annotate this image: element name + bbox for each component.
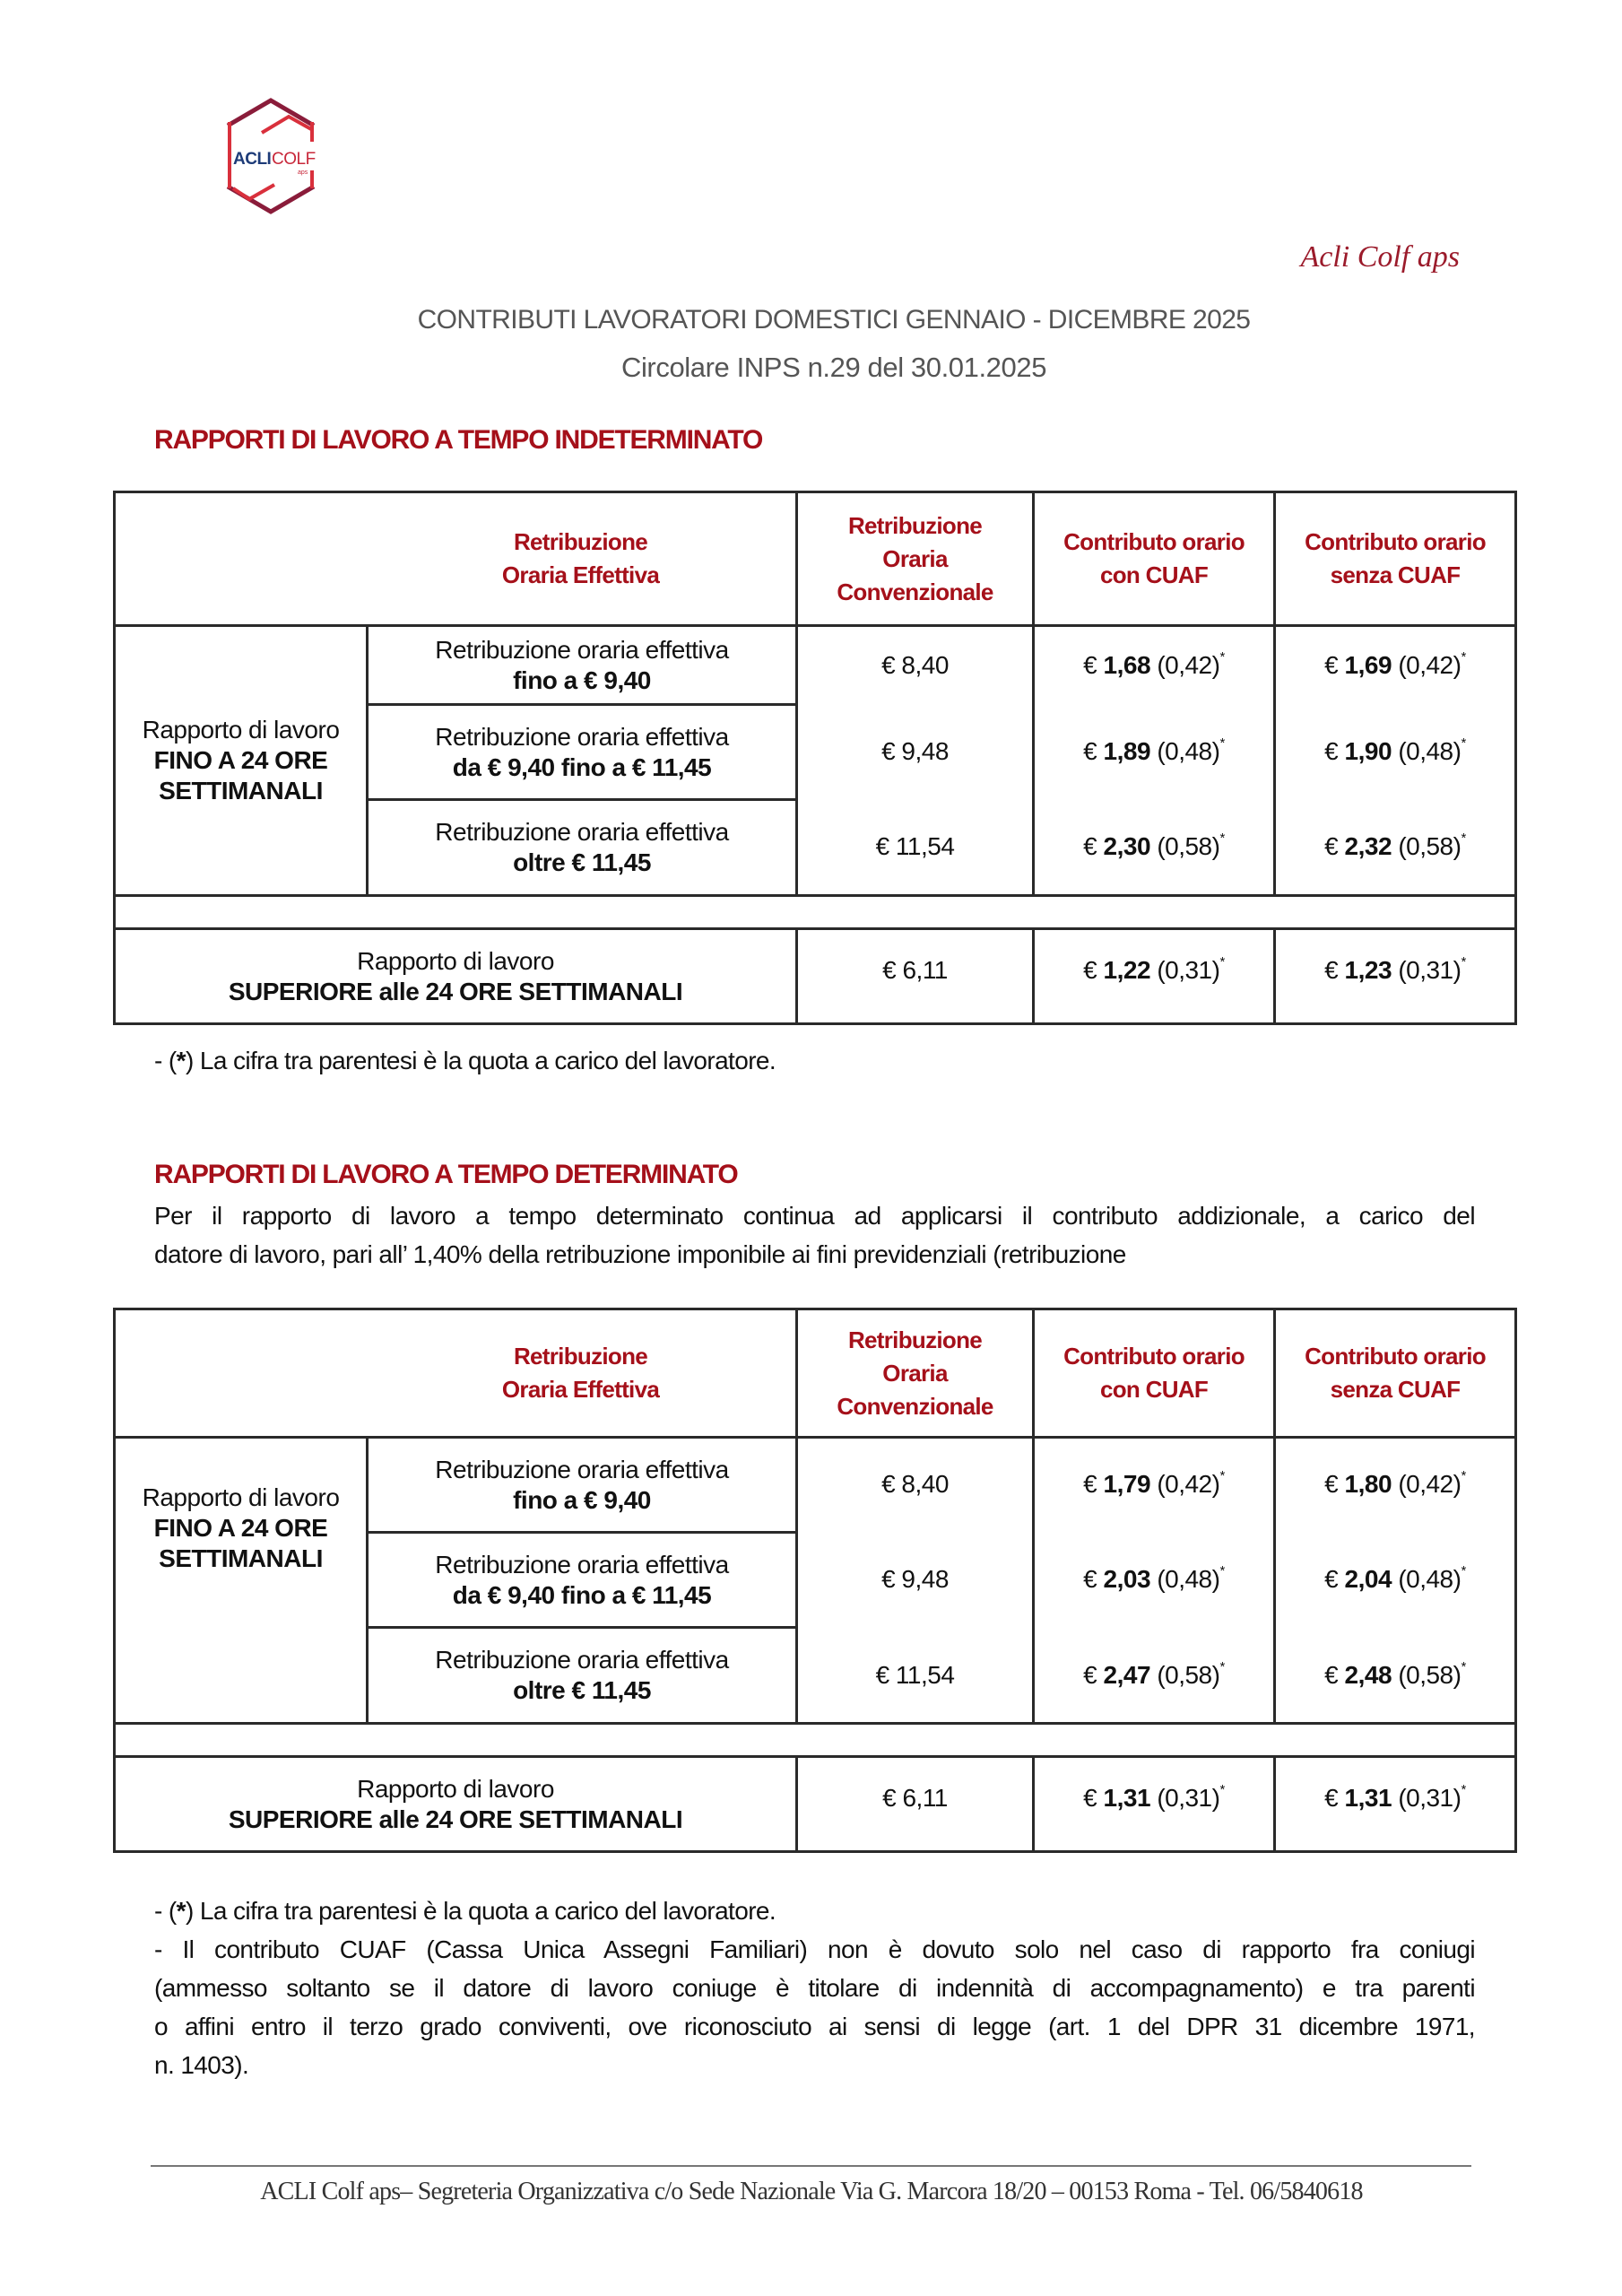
page-subtitle: Circolare INPS n.29 del 30.01.2025	[620, 352, 1047, 383]
header-contributo-con-cuaf: Contributo orario con CUAF	[1063, 528, 1245, 588]
contributo-senza-cuaf-value: € 2,04 (0,48)*	[1324, 1563, 1466, 1593]
band-oltre-11-45: Retribuzione oraria effettiva oltre € 11,45	[435, 1646, 729, 1704]
page-title: CONTRIBUTI LAVORATORI DOMESTICI GENNAIO - DICEMBRE 2025	[417, 305, 1251, 335]
convenzionale-value: € 9,48	[881, 1565, 949, 1593]
cuaf-note-line: o affini entro il terzo grado conviventi, ove riconosciuto ai sensi di legge (art. 1 del DPR 31 dicembre 1971,	[154, 2013, 1475, 2040]
header-retribuzione-oraria-convenzionale: Retribuzione Oraria Convenzionale	[837, 511, 993, 605]
logo-text-colf: COLF	[272, 150, 316, 169]
header-retribuzione-oraria-convenzionale: Retribuzione Oraria Convenzionale	[837, 1326, 993, 1420]
band-da-9-40-a-11-45: Retribuzione oraria effettiva da € 9,40 fino a € 11,45	[435, 1550, 729, 1609]
header-contributo-con-cuaf: Contributo orario con CUAF	[1063, 1343, 1245, 1403]
contributo-senza-cuaf-value: € 1,90 (0,48)*	[1324, 735, 1466, 765]
contributo-senza-cuaf-value: € 1,23 (0,31)*	[1324, 954, 1466, 984]
header-contributo-senza-cuaf: Contributo orario senza CUAF	[1305, 1343, 1486, 1403]
acli-colf-logo	[221, 95, 321, 217]
footer-address: ACLI Colf aps– Segreteria Organizzativa c/o Sede Nazionale Via G. Marcora 18/20 – 00153 Roma - Tel. 06/5840618	[260, 2178, 1363, 2205]
section-heading-determinato: RAPPORTI DI LAVORO A TEMPO DETERMINATO	[154, 1160, 738, 1189]
label-superiore-24-ore: Rapporto di lavoro SUPERIORE alle 24 ORE SETTIMANALI	[228, 946, 683, 1005]
cuaf-note-line: (ammesso soltanto se il datore di lavoro coniuge è titolare di indennità di accompagnamento) e tra parenti	[154, 1974, 1475, 2002]
band-fino-9-40: Retribuzione oraria effettiva fino a € 9,40	[435, 1455, 729, 1514]
convenzionale-value: € 8,40	[881, 651, 949, 679]
paragraph-line: datore di lavoro, pari all’ 1,40% della retribuzione imponibile ai fini previdenziali (retribuzione	[154, 1240, 1126, 1268]
brand-name: Acli Colf aps	[1300, 240, 1460, 274]
cuaf-note-line: n. 1403).	[154, 2051, 249, 2079]
contributo-con-cuaf-value: € 1,79 (0,42)*	[1083, 1468, 1225, 1498]
footnote-worker-share: - (*) La cifra tra parentesi è la quota a carico del lavoratore.	[154, 1897, 776, 1925]
contributo-con-cuaf-value: € 2,30 (0,58)*	[1083, 831, 1225, 860]
svg-text:aps: aps	[298, 170, 308, 176]
contributo-senza-cuaf-value: € 1,80 (0,42)*	[1324, 1468, 1466, 1498]
contributo-con-cuaf-value: € 2,03 (0,48)*	[1083, 1563, 1225, 1593]
header-retribuzione-oraria-effettiva: Retribuzione Oraria Effettiva	[501, 528, 660, 588]
footnote-worker-share: - (*) La cifra tra parentesi è la quota a carico del lavoratore.	[154, 1047, 776, 1074]
contributo-senza-cuaf-value: € 1,31 (0,31)*	[1324, 1782, 1466, 1812]
acli-colf-hexagon-logo-icon	[221, 95, 321, 217]
contributo-con-cuaf-value: € 1,31 (0,31)*	[1083, 1782, 1225, 1812]
label-superiore-24-ore: Rapporto di lavoro SUPERIORE alle 24 ORE SETTIMANALI	[228, 1774, 683, 1833]
logo-text-acli: ACLI	[233, 150, 272, 169]
convenzionale-value: € 11,54	[875, 1661, 955, 1689]
contributo-con-cuaf-value: € 1,89 (0,48)*	[1083, 735, 1225, 765]
section-heading-indeterminato: RAPPORTI DI LAVORO A TEMPO INDETERMINATO	[154, 425, 763, 455]
paragraph-line: Per il rapporto di lavoro a tempo determinato continua ad applicarsi il contributo addizionale, a carico del	[154, 1202, 1475, 1230]
cuaf-note-line: - Il contributo CUAF (Cassa Unica Assegni Familiari) non è dovuto solo nel caso di rapporto fra coniugi	[154, 1935, 1475, 1963]
contributions-table-determinato	[113, 1308, 1516, 1853]
contributo-con-cuaf-value: € 2,47 (0,58)*	[1083, 1659, 1225, 1689]
contributions-table-indeterminato	[113, 491, 1516, 1025]
header-contributo-senza-cuaf: Contributo orario senza CUAF	[1305, 528, 1486, 588]
group-label-fino-24-ore: Rapporto di lavoro FINO A 24 ORE SETTIMANALI	[142, 1483, 340, 1572]
convenzionale-value: € 6,11	[882, 1784, 948, 1812]
band-fino-9-40: Retribuzione oraria effettiva fino a € 9,40	[435, 635, 729, 694]
convenzionale-value: € 9,48	[881, 737, 949, 765]
contributo-con-cuaf-value: € 1,68 (0,42)*	[1083, 649, 1225, 679]
contributo-con-cuaf-value: € 1,22 (0,31)*	[1083, 954, 1225, 984]
convenzionale-value: € 8,40	[881, 1470, 949, 1498]
contributo-senza-cuaf-value: € 2,48 (0,58)*	[1324, 1659, 1466, 1689]
contributo-senza-cuaf-value: € 1,69 (0,42)*	[1324, 649, 1466, 679]
footer-divider	[151, 2165, 1471, 2167]
convenzionale-value: € 6,11	[882, 956, 948, 984]
contributo-senza-cuaf-value: € 2,32 (0,58)*	[1324, 831, 1466, 860]
header-retribuzione-oraria-effettiva: Retribuzione Oraria Effettiva	[501, 1343, 660, 1403]
group-label-fino-24-ore: Rapporto di lavoro FINO A 24 ORE SETTIMANALI	[142, 716, 340, 804]
band-oltre-11-45: Retribuzione oraria effettiva oltre € 11,45	[435, 818, 729, 876]
convenzionale-value: € 11,54	[875, 832, 955, 860]
band-da-9-40-a-11-45: Retribuzione oraria effettiva da € 9,40 fino a € 11,45	[435, 722, 729, 781]
